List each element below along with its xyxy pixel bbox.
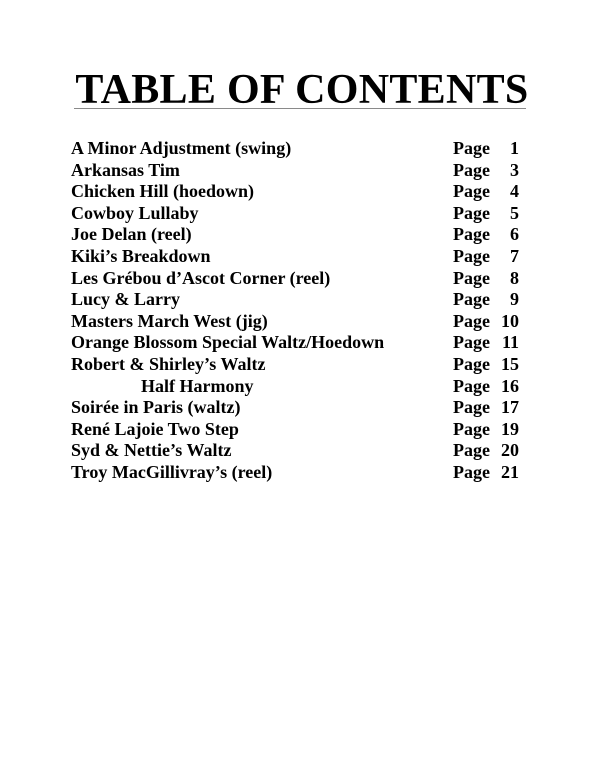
toc-entry-page-number: 8 <box>510 267 519 288</box>
toc-entry-title: Syd & Nettie’s Waltz <box>71 440 232 461</box>
toc-entry-title: Lucy & Larry <box>71 289 180 310</box>
toc-entry-title: Masters March West (jig) <box>71 310 268 331</box>
toc-entry-title: Soirée in Paris (waltz) <box>71 397 241 418</box>
toc-entry-page-label: Page <box>453 440 490 461</box>
page-title: TABLE OF CONTENTS <box>75 67 529 113</box>
toc-entry <box>71 246 523 268</box>
toc-entry-page-number: 9 <box>510 289 519 310</box>
toc-entry <box>71 138 523 160</box>
toc-entry-title: Joe Delan (reel) <box>71 224 192 245</box>
toc-entry-page-label: Page <box>453 310 490 331</box>
toc-entry-page-number: 1 <box>510 138 519 158</box>
toc-entry-page-label: Page <box>453 181 490 202</box>
toc-entry-title: Troy MacGillivray’s (reel) <box>71 461 273 482</box>
toc-entry <box>71 419 523 441</box>
toc-entry-page-label: Page <box>453 138 490 158</box>
toc-entry <box>71 224 523 246</box>
toc-entry <box>71 289 523 311</box>
toc-entry-page-number: 21 <box>501 461 519 482</box>
toc-entry-page-number: 16 <box>501 375 519 396</box>
toc-entry <box>71 354 523 376</box>
toc-entry-page-label: Page <box>453 289 490 310</box>
toc-entry-page-label: Page <box>453 332 490 353</box>
toc-entry-page-number: 7 <box>510 245 519 266</box>
toc-entry-title: Half Harmony <box>141 375 254 396</box>
toc-entry-title: René Lajoie Two Step <box>71 418 239 439</box>
toc-entry-page-label: Page <box>453 397 490 418</box>
toc-entry-title: Robert & Shirley’s Waltz <box>71 353 266 374</box>
toc-entry-page-number: 3 <box>510 159 519 180</box>
toc-entry-title: A Minor Adjustment (swing) <box>71 138 292 158</box>
toc-entry-page-number: 17 <box>501 397 519 418</box>
toc-entry-page-number: 10 <box>501 310 519 331</box>
title-underline <box>74 108 526 109</box>
toc-entry-title: Kiki’s Breakdown <box>71 245 211 266</box>
toc-entry-page-number: 4 <box>510 181 519 202</box>
toc-entry-page-label: Page <box>453 224 490 245</box>
toc-entry-page-number: 6 <box>510 224 519 245</box>
toc-entry-title: Orange Blossom Special Waltz/Hoedown <box>71 332 385 353</box>
toc-entry-page-number: 19 <box>501 418 519 439</box>
toc-entry <box>71 376 523 398</box>
toc-entry-page-label: Page <box>453 375 490 396</box>
toc-entry-title: Chicken Hill (hoedown) <box>71 181 255 202</box>
toc-entry-page-number: 20 <box>501 440 519 461</box>
toc-entry-page-label: Page <box>453 202 490 223</box>
toc-entry <box>71 160 523 182</box>
toc-entry <box>71 462 523 484</box>
toc-entry-title: Arkansas Tim <box>71 159 180 180</box>
toc-entry-page-label: Page <box>453 353 490 374</box>
toc-entry-page-label: Page <box>453 245 490 266</box>
toc-entry <box>71 332 523 354</box>
toc-entry-title: Les Grébou d’Ascot Corner (reel) <box>71 267 331 288</box>
toc-entry <box>71 181 523 203</box>
toc-entry-page-number: 11 <box>501 332 519 353</box>
toc-entry <box>71 440 523 462</box>
toc-entry-page-label: Page <box>453 267 490 288</box>
toc-entry-page-number: 15 <box>501 353 519 374</box>
toc-entry-page-number: 5 <box>510 202 519 223</box>
toc-entry-page-label: Page <box>453 418 490 439</box>
toc-entry-page-label: Page <box>453 461 490 482</box>
toc-entry <box>71 311 523 333</box>
toc-entry-title: Cowboy Lullaby <box>71 202 199 223</box>
table-of-contents-list <box>71 138 523 484</box>
toc-entry <box>71 397 523 419</box>
toc-entry <box>71 268 523 290</box>
toc-entry-page-label: Page <box>453 159 490 180</box>
toc-entry <box>71 203 523 225</box>
